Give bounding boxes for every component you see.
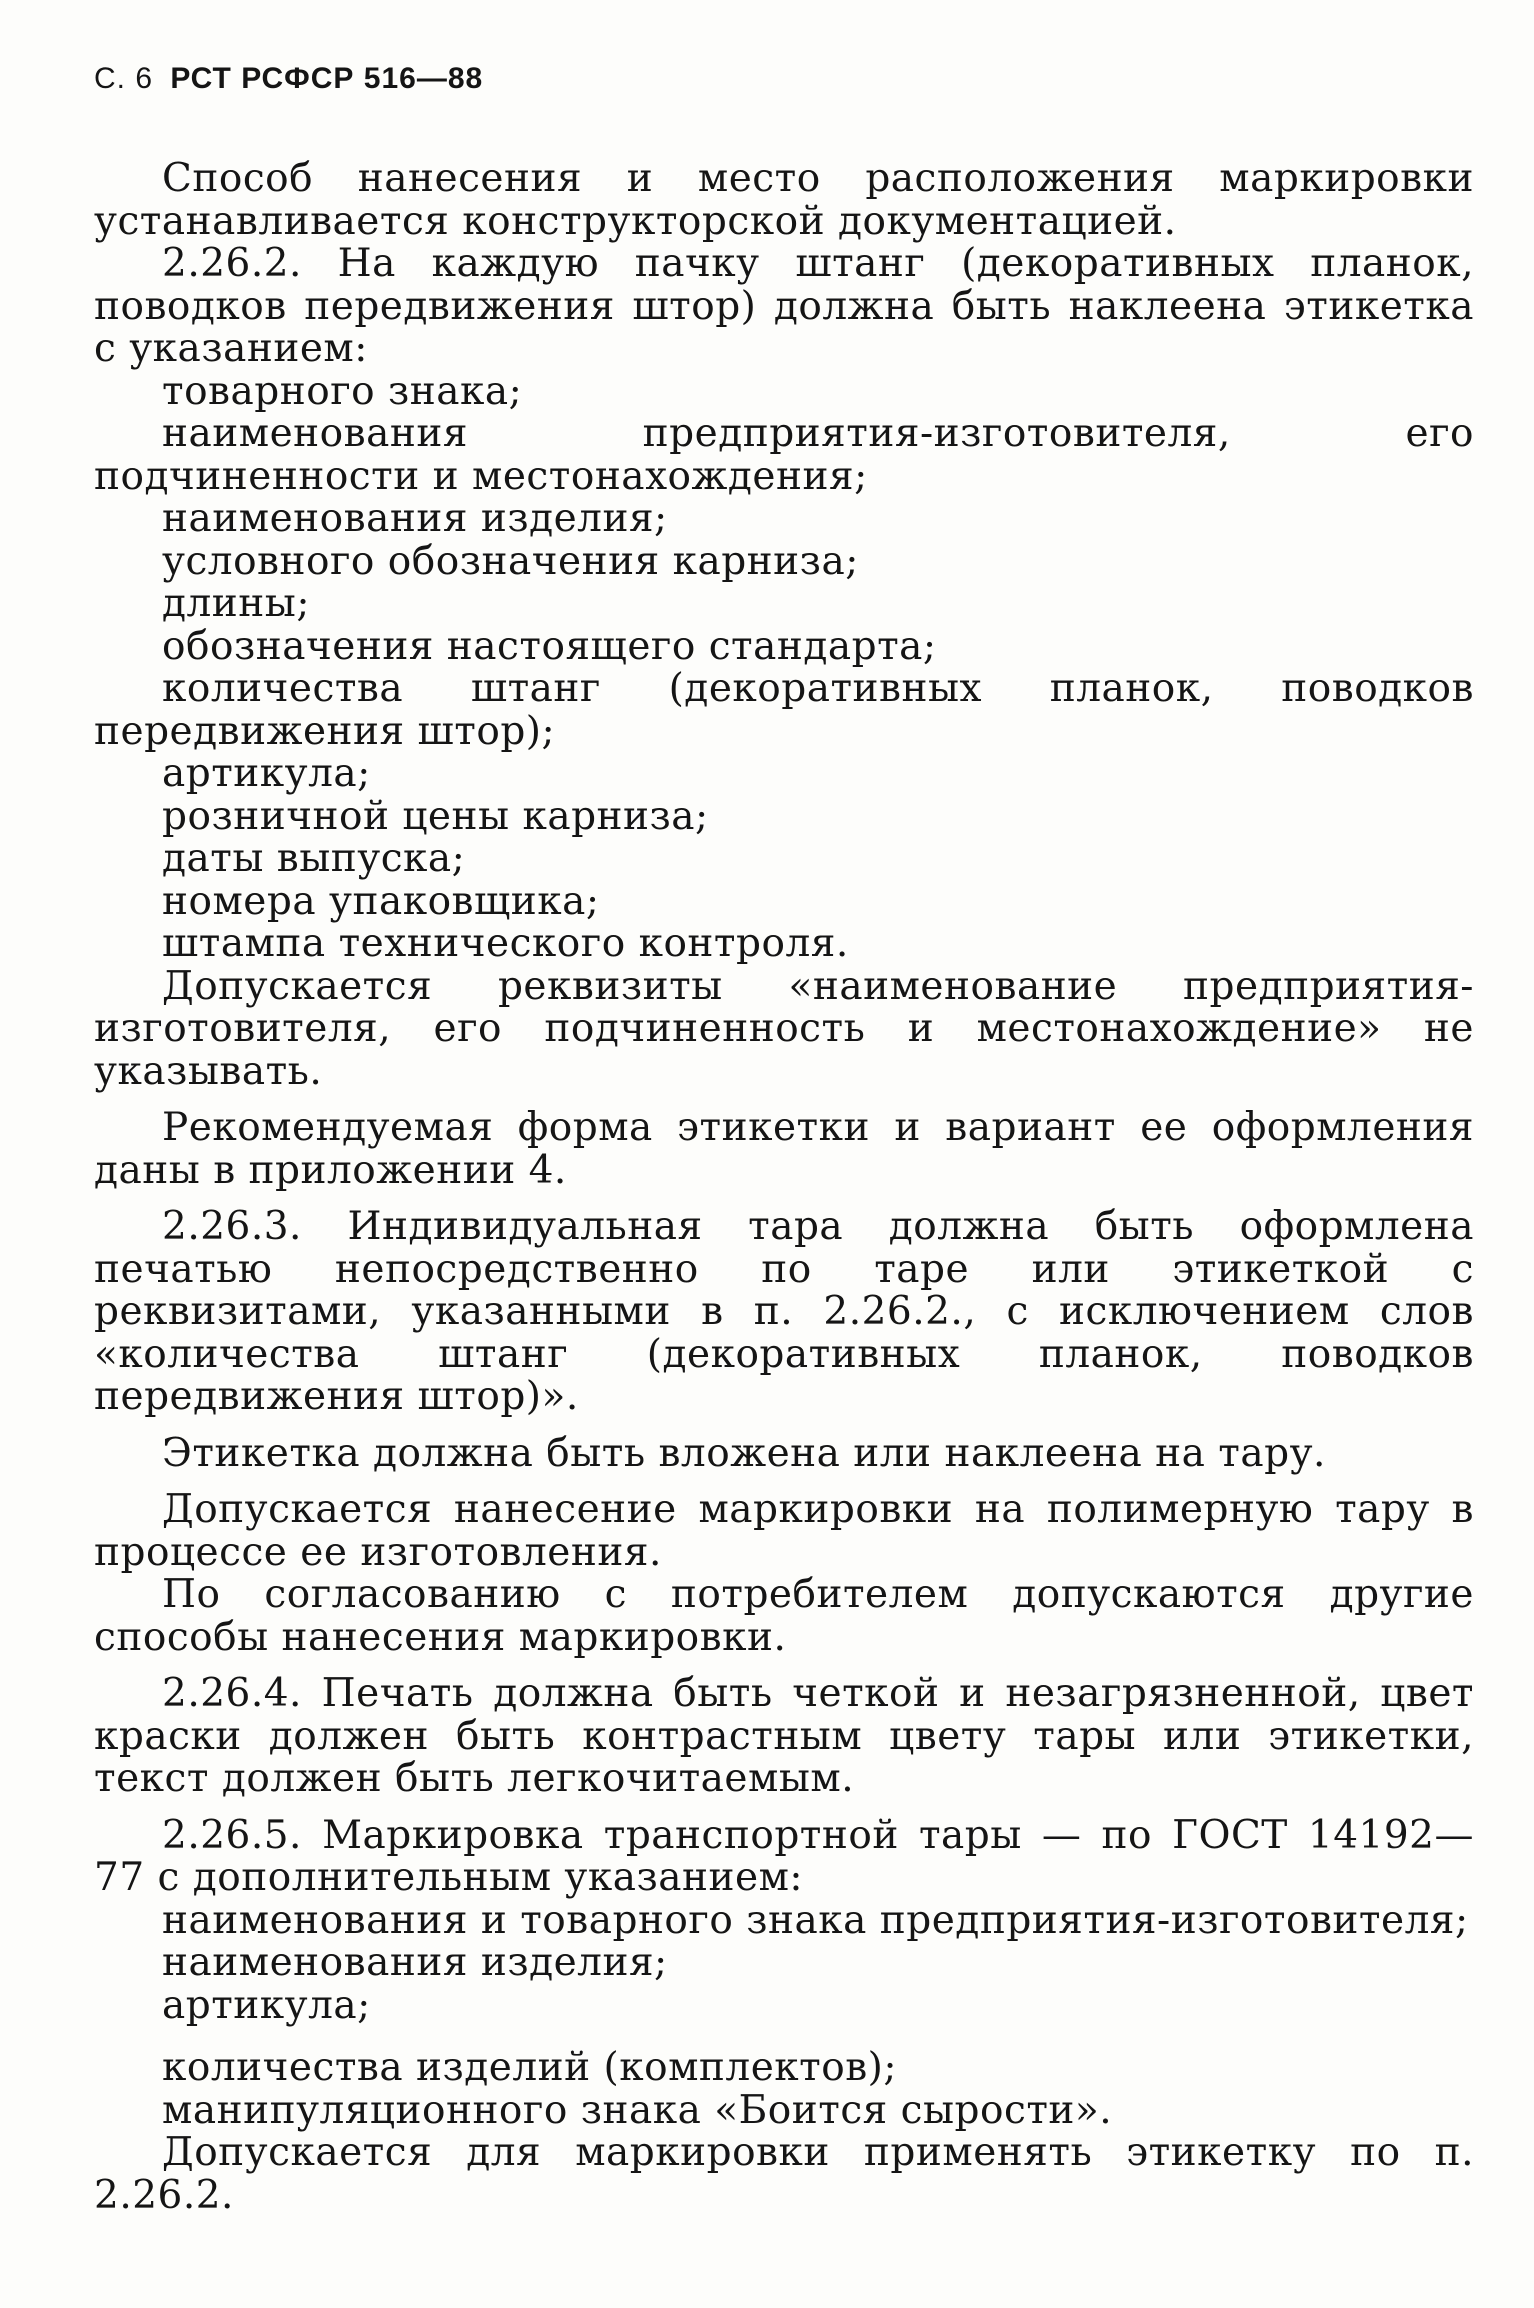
paragraph-2-26-4: 2.26.4. Печать должна быть четкой и незагрязненной, цвет краски должен быть контрастным цвету тары или этикетки, текст должен быть легкочитаемым. — [94, 1671, 1474, 1801]
paragraph-marking-method: Способ нанесения и место расположения маркировки устанавливается конструкторской документацией. — [94, 156, 1474, 244]
list-item: даты выпуска; — [162, 836, 466, 881]
paragraph-recommended-form: Рекомендуемая форма этикетки и вариант ее оформления даны в приложении 4. — [94, 1105, 1474, 1193]
list-item: розничной цены карниза; — [162, 793, 709, 839]
list-item: условного обозначения карниза; — [162, 538, 859, 584]
paragraph-requisites-exception: Допускается реквизиты «наименование предприятия-изготовителя, его подчиненность и местонахождение» не указывать. — [94, 963, 1474, 1094]
paragraph-2-26-3: 2.26.3. Индивидуальная тара должна быть оформлена печатью непосредственно по таре или этикеткой с реквизитами, указанными в п. 2.26.2., с исключением слов «количества штанг (декоративных планок, поводков передвижения штор)». — [94, 1204, 1474, 1419]
list-item: штампа технического контроля. — [162, 921, 849, 966]
paragraph-polymer-marking: Допускается нанесение маркировки на полимерную тару в процессе ее изготовления. — [94, 1487, 1474, 1575]
paragraph-2-26-5: 2.26.5. Маркировка транспортной тары — по ГОСТ 14192—77 с дополнительным указанием: — [94, 1812, 1474, 1900]
list-item: артикула; — [162, 751, 371, 796]
page-number: С. 6 — [94, 62, 154, 95]
standard-code: РСТ РСФСР 516—88 — [170, 62, 484, 95]
list-item: длины; — [162, 581, 310, 626]
transport-marking-list — [94, 1897, 1474, 2028]
paragraph-label-for-marking: Допускается для маркировки применять этикетку по п. 2.26.2. — [94, 2130, 1474, 2218]
list-item: наименования изделия; — [162, 1940, 668, 1985]
list-item: товарного знака; — [162, 368, 523, 414]
list-item: номера упаковщика; — [162, 878, 600, 924]
paragraph-2-26-2: 2.26.2. На каждую пачку штанг (декоративных планок, поводков передвижения штор) должна быть наклеена этикетка с указанием: — [94, 241, 1474, 371]
paragraph-other-methods: По согласованию с потребителем допускаются другие способы нанесения маркировки. — [94, 1572, 1474, 1660]
transport-marking-list-continued — [94, 2047, 1474, 2132]
list-item: наименования и товарного знака предприятия-изготовителя; — [162, 1897, 1469, 1943]
list-item: наименования изделия; — [162, 496, 668, 541]
list-item: артикула; — [162, 1982, 371, 2028]
paragraph-label-placement: Этикетка должна быть вложена или наклеена на тару. — [162, 1430, 1326, 1476]
list-item: обозначения настоящего стандарта; — [162, 623, 937, 669]
document-body — [94, 158, 1474, 2217]
list-item: количества штанг (декоративных планок, поводков передвижения штор); — [94, 666, 1474, 754]
label-requisites-list — [94, 368, 1474, 966]
list-item: количества изделий (комплектов); — [162, 2045, 898, 2090]
list-item: манипуляционного знака «Боится сырости». — [162, 2087, 1113, 2133]
page-header — [94, 62, 483, 96]
list-item: наименования предприятия-изготовителя, его подчиненности и местонахождения; — [94, 411, 1474, 499]
